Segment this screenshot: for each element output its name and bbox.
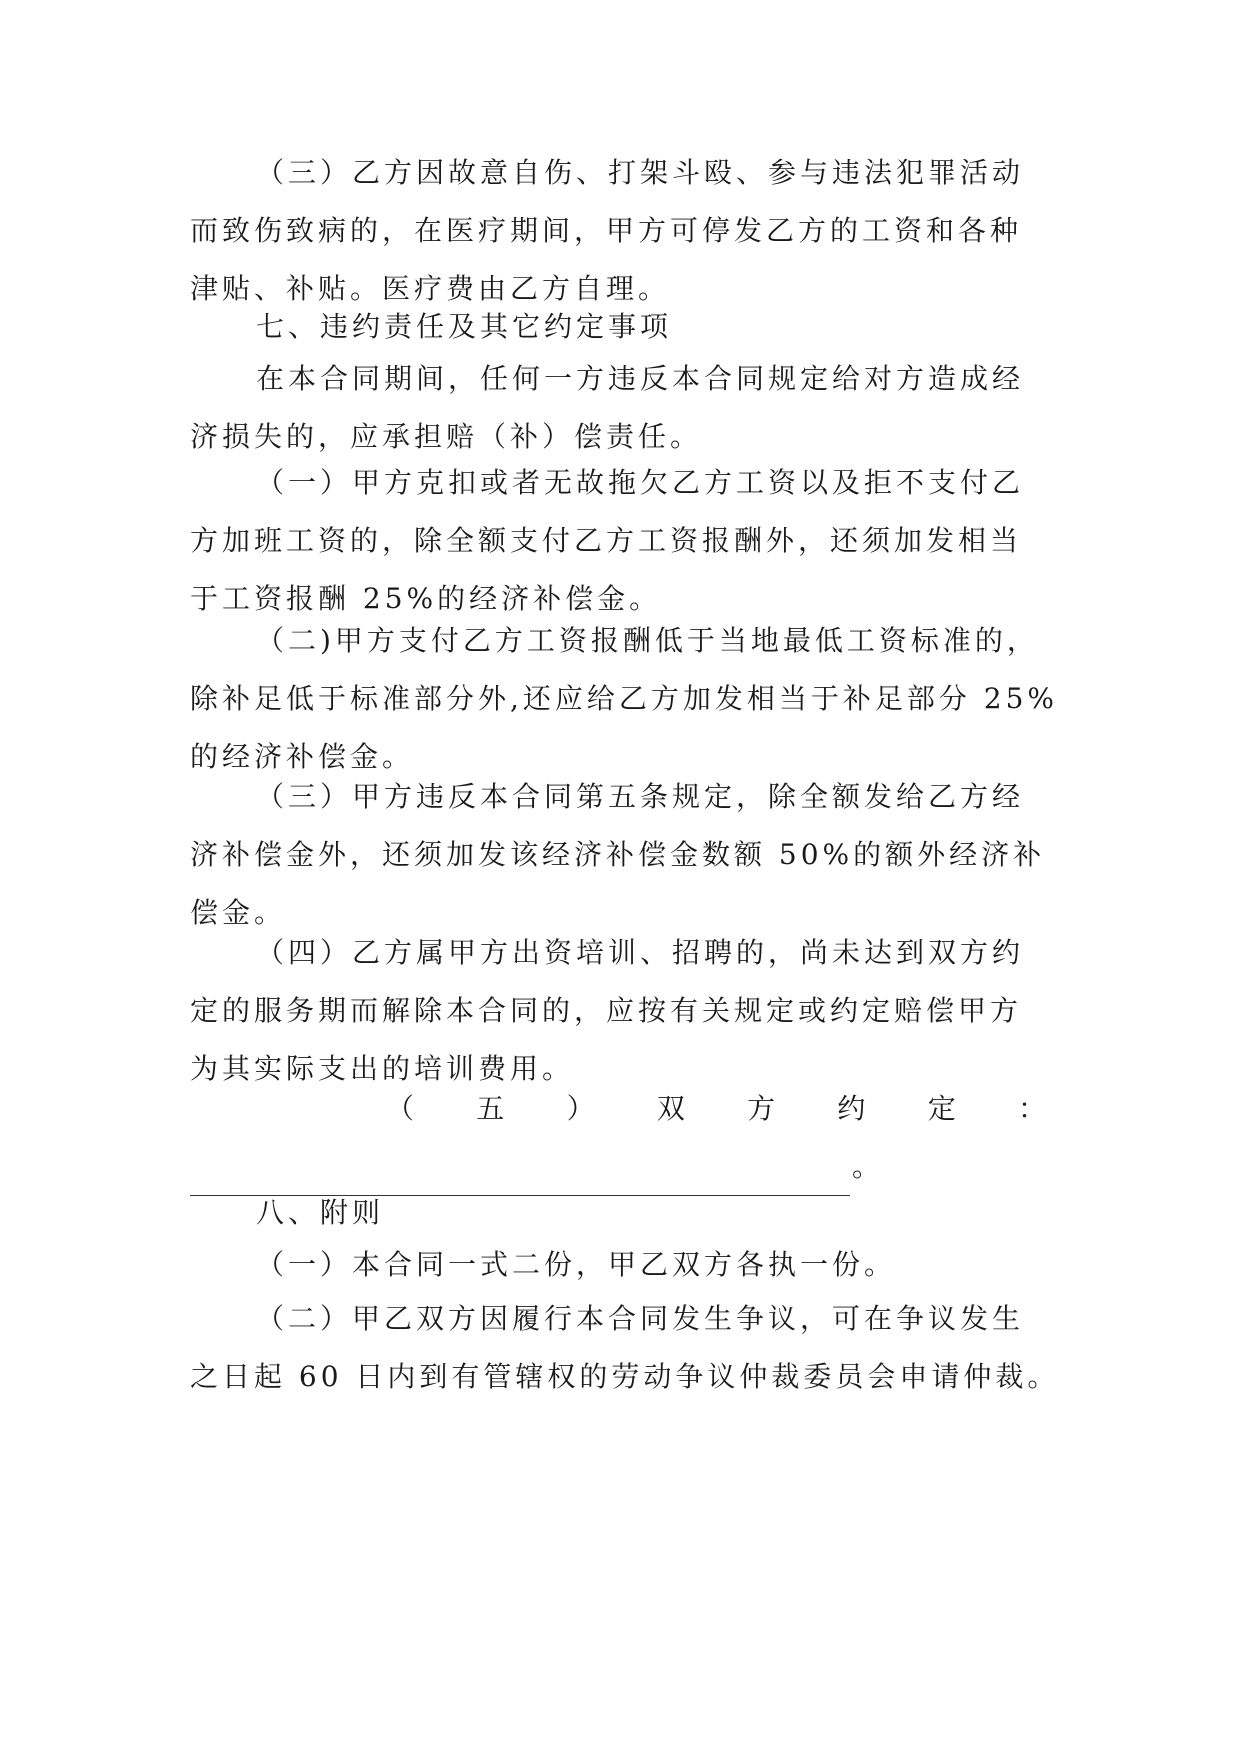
text-line: 津贴、补贴。医疗费由乙方自理。: [190, 272, 671, 305]
text-line: 而致伤致病的，在医疗期间，甲方可停发乙方的工资和各种: [190, 214, 1023, 247]
text-line: 在本合同期间，任何一方违反本合同规定给对方造成经: [256, 362, 1025, 395]
end-mark: 。: [852, 1150, 885, 1183]
clause-5-char: 五: [476, 1092, 509, 1125]
paragraph-clause-2: [190, 612, 1059, 786]
text-line: 济补偿金外，还须加发该经济补偿金数额 50%的额外经济补: [190, 838, 1046, 871]
clause-5-char: ：: [1017, 1092, 1050, 1125]
appendix-item-2: [190, 1290, 1060, 1406]
paragraph-clause-3: [190, 768, 1050, 942]
heading-text: 八、附则: [256, 1196, 385, 1229]
text-line: 之日起 60 日内到有管辖权的劳动争议仲裁委员会申请仲裁。: [190, 1360, 1060, 1393]
text-line: 除补足低于标准部分外,还应给乙方加发相当于补足部分 25%: [190, 682, 1059, 715]
text-line: 于工资报酬 25%的经济补偿金。: [190, 582, 662, 615]
text-line: 为其实际支出的培训费用。: [190, 1052, 575, 1085]
text-line: （三）甲方违反本合同第五条规定，除全额发给乙方经: [256, 780, 1025, 813]
clause-5-heading: [190, 1080, 1050, 1138]
text-line: （二)甲方支付乙方工资报酬低于当地最低工资标准的，: [256, 624, 1039, 657]
heading-text: 七、违约责任及其它约定事项: [256, 310, 673, 343]
appendix-item-1: [190, 1236, 1050, 1294]
paragraph-injury-clause: [190, 144, 1050, 318]
text-line: 偿金。: [190, 896, 287, 929]
text-line: 定的服务期而解除本合同的，应按有关规定或约定赔偿甲方: [190, 994, 1023, 1027]
clause-5-char: （: [386, 1092, 419, 1125]
text-line: （二）甲乙双方因履行本合同发生争议，可在争议发生: [256, 1302, 1025, 1335]
paragraph-clause-5: [190, 1080, 1050, 1196]
text-line: 的经济补偿金。: [190, 740, 415, 773]
section-heading-8: [190, 1184, 1050, 1242]
paragraph-liability: [190, 350, 1050, 466]
text-line: （一）本合同一式二份，甲乙双方各执一份。: [256, 1248, 897, 1281]
clause-5-char: 约: [837, 1092, 870, 1125]
clause-5-char: 双: [656, 1092, 689, 1125]
text-line: 济损失的，应承担赔（补）偿责任。: [190, 420, 703, 453]
clause-5-char: ）: [566, 1092, 599, 1125]
section-heading-7: [190, 298, 1050, 356]
paragraph-clause-1: [190, 454, 1050, 628]
text-line: （一）甲方克扣或者无故拖欠乙方工资以及拒不支付乙: [256, 466, 1025, 499]
text-line: 方加班工资的，除全额支付乙方工资报酬外，还须加发相当: [190, 524, 1023, 557]
paragraph-clause-4: [190, 924, 1050, 1098]
text-line: （三）乙方因故意自伤、打架斗殴、参与违法犯罪活动: [256, 156, 1025, 189]
text-line: （四）乙方属甲方出资培训、招聘的，尚未达到双方约: [256, 936, 1025, 969]
clause-5-char: 定: [927, 1092, 960, 1125]
clause-5-char: 方: [747, 1092, 780, 1125]
